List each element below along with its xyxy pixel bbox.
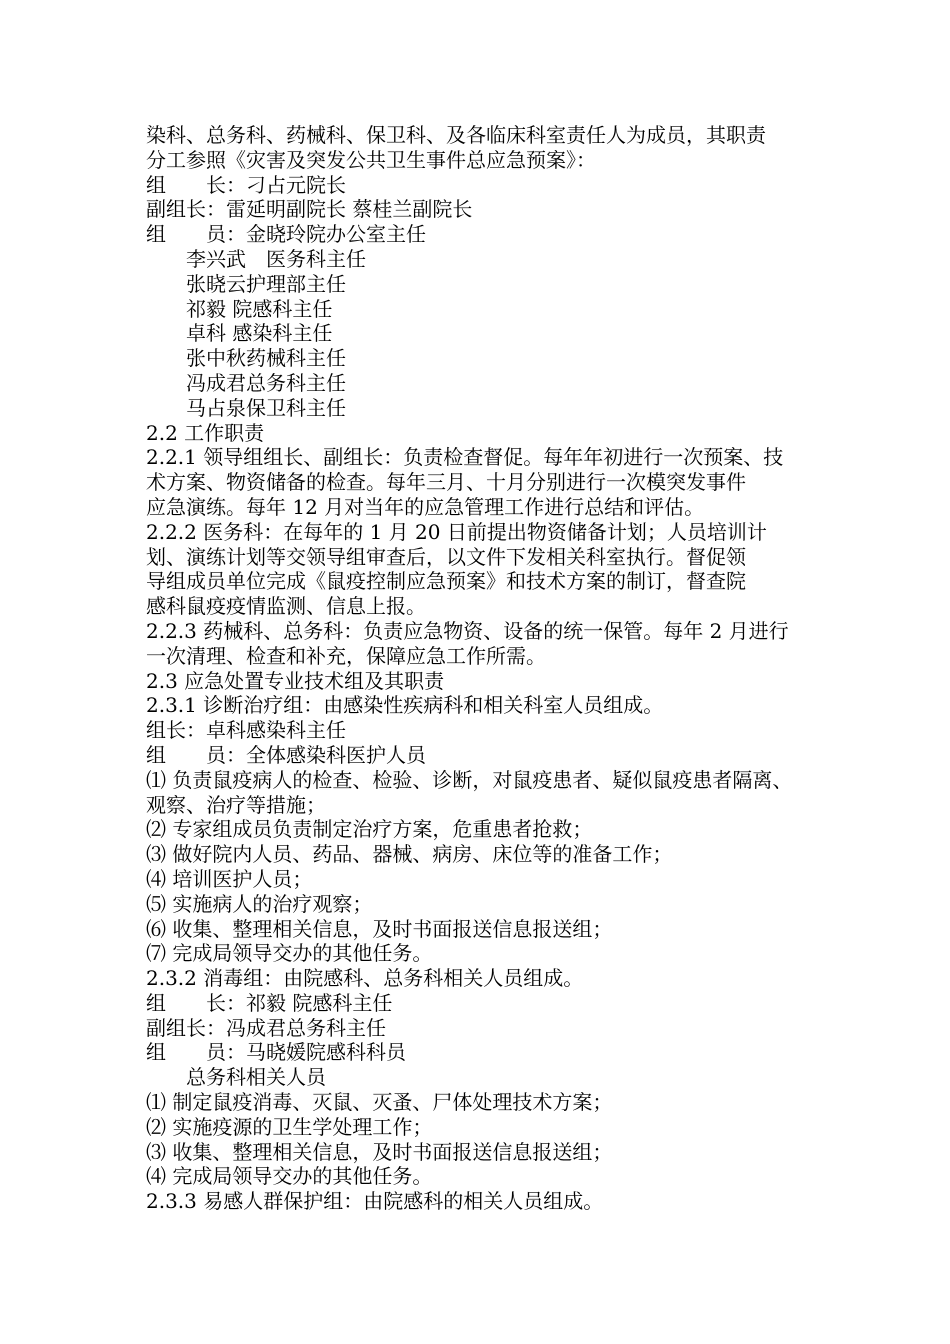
- document-line: ⑷ 完成局领导交办的其他任务。: [146, 1164, 433, 1189]
- document-line: 2.2.3 药械科、总务科：负责应急物资、设备的统一保管。每年 2 月进行: [146, 618, 789, 643]
- document-line: 组 长：刁占元院长: [146, 172, 346, 197]
- document-line: 2.3.3 易感人群保护组：由院感科的相关人员组成。: [146, 1189, 604, 1214]
- document-line: 2.3.2 消毒组：由院感科、总务科相关人员组成。: [146, 966, 584, 991]
- document-line: 组 员：全体感染科医护人员: [146, 742, 426, 767]
- document-line: 组 员：马晓媛院感科科员: [146, 1040, 406, 1065]
- document-line: ⑸ 实施病人的治疗观察；: [146, 891, 373, 916]
- document-line: 组 长：祁毅 院感科主任: [146, 990, 393, 1015]
- document-line: 术方案、物资储备的检查。每年三月、十月分别进行一次模突发事件: [146, 470, 746, 495]
- document-line: ⑵ 实施疫源的卫生学处理工作；: [146, 1114, 433, 1139]
- document-line: 马占泉保卫科主任: [186, 395, 346, 420]
- document-line: ⑷ 培训医护人员；: [146, 866, 313, 891]
- document-line: ⑹ 收集、整理相关信息，及时书面报送信息报送组；: [146, 916, 613, 941]
- document-line: 组 员：金晓玲院办公室主任: [146, 222, 426, 247]
- document-line: 2.3 应急处置专业技术组及其职责: [146, 668, 445, 693]
- document-line: 2.3.1 诊断治疗组：由感染性疾病科和相关科室人员组成。: [146, 693, 664, 718]
- document-line: ⑵ 专家组成员负责制定治疗方案，危重患者抢救；: [146, 817, 593, 842]
- document-line: 张晓云护理部主任: [186, 271, 346, 296]
- document-line: 2.2 工作职责: [146, 420, 265, 445]
- document-line: 划、演练计划等交领导组审查后，以文件下发相关科室执行。督促领: [146, 544, 746, 569]
- document-body: [146, 123, 836, 1214]
- document-line: 观察、治疗等措施；: [146, 792, 326, 817]
- document-line: 2.2.2 医务科：在每年的 1 月 20 日前提出物资储备计划；人员培训计: [146, 519, 767, 544]
- document-line: 分工参照《灾害及突发公共卫生事件总应急预案》：: [146, 147, 596, 172]
- document-line: 张中秋药械科主任: [186, 346, 346, 371]
- document-line: 一次清理、检查和补充，保障应急工作所需。: [146, 643, 546, 668]
- document-line: 总务科相关人员: [186, 1065, 326, 1090]
- document-line: ⑴ 负责鼠疫病人的检查、检验、诊断，对鼠疫患者、疑似鼠疫患者隔离、: [146, 767, 793, 792]
- document-line: 李兴武 医务科主任: [186, 246, 366, 271]
- document-line: 冯成君总务科主任: [186, 370, 346, 395]
- document-line: 应急演练。每年 12 月对当年的应急管理工作进行总结和评估。: [146, 494, 705, 519]
- document-line: ⑶ 做好院内人员、药品、器械、病房、床位等的准备工作；: [146, 842, 673, 867]
- document-line: 祁毅 院感科主任: [186, 296, 333, 321]
- document-line: ⑴ 制定鼠疫消毒、灭鼠、灭蚤、尸体处理技术方案；: [146, 1090, 613, 1115]
- document-line: 副组长：冯成君总务科主任: [146, 1015, 386, 1040]
- document-line: ⑺ 完成局领导交办的其他任务。: [146, 941, 433, 966]
- document-line: 副组长：雷延明副院长 蔡桂兰副院长: [146, 197, 473, 222]
- document-line: 组长：卓科感染科主任: [146, 718, 346, 743]
- document-line: 染科、总务科、药械科、保卫科、及各临床科室责任人为成员，其职责: [146, 123, 766, 147]
- document-line: 2.2.1 领导组组长、副组长：负责检查督促。每年年初进行一次预案、技: [146, 445, 784, 470]
- document-line: 卓科 感染科主任: [186, 321, 333, 346]
- document-line: ⑶ 收集、整理相关信息，及时书面报送信息报送组；: [146, 1139, 613, 1164]
- document-line: 感科鼠疫疫情监测、信息上报。: [146, 594, 426, 619]
- document-line: 导组成员单位完成《鼠疫控制应急预案》和技术方案的制订，督查院: [146, 569, 746, 594]
